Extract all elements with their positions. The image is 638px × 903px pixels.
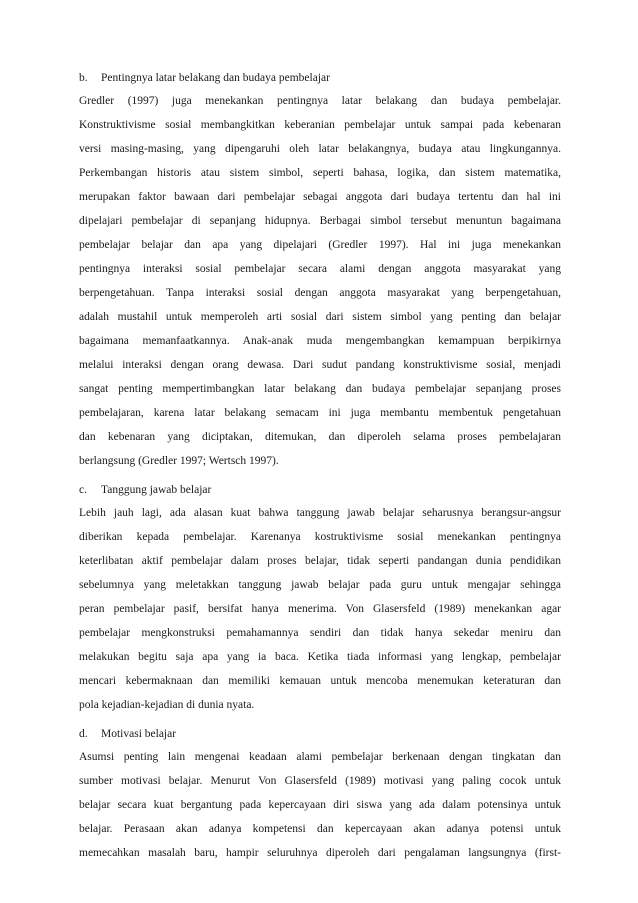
document-page [79,67,561,871]
section-marker: c. [79,484,87,496]
paragraph-line: memecahkan masalah baru, hampir seluruhnya diperoleh dari pengalaman langsungnya (first- [79,847,561,859]
paragraph-line: pentingnya interaksi sosial pembelajar secara alami dengan anggota masyarakat yang [79,263,561,275]
paragraph-line: belajar secara kuat bergantung pada kepercayaan diri siswa yang ada dalam potensinya untuk [79,799,561,811]
paragraph-line: Lebih jauh lagi, ada alasan kuat bahwa tanggung jawab belajar seharusnya berangsur-angsur [79,507,561,519]
section-title: Pentingnya latar belakang dan budaya pembelajar [101,72,330,84]
paragraph-line: merupakan faktor bawaan dari pembelajar sebagai anggota dari budaya tertentu dan hal ini [79,191,561,203]
paragraph-line: dipelajari pembelajar di sepanjang hidupnya. Berbagai simbol tersebut menuntun bagaimana [79,215,561,227]
paragraph-line: Asumsi penting lain mengenai keadaan alami pembelajar berkenaan dengan tingkatan dan [79,751,561,763]
paragraph-line: melakukan begitu saja apa yang ia baca. Ketika tiada informasi yang lengkap, pembelajar [79,651,561,663]
paragraph-line: mencari kebermaknaan dan memiliki kemauan untuk mencoba menemukan keteraturan dan [79,675,561,687]
paragraph-line: sumber motivasi belajar. Menurut Von Glasersfeld (1989) motivasi yang paling cocok untuk [79,775,561,787]
paragraph-line: peran pembelajar pasif, bersifat hanya menerima. Von Glasersfeld (1989) menekankan agar [79,603,561,615]
section-title: Motivasi belajar [101,728,177,740]
paragraph-line: versi masing-masing, yang dipengaruhi oleh latar belakangnya, budaya atau lingkungannya. [79,143,561,155]
paragraph-line: diberikan kepada pembelajar. Karenanya kostruktivisme sosial menekankan pentingnya [79,531,561,543]
paragraph-line: bagaimana memanfaatkannya. Anak-anak muda mengembangkan kemampuan berpikirnya [79,335,561,347]
paragraph-line: adalah mustahil untuk memperoleh arti sosial dari sistem simbol yang penting dan belajar [79,311,561,323]
section-heading [79,67,561,89]
section-c [79,479,561,717]
section-b [79,67,561,473]
paragraph-line: keterlibatan aktif pembelajar dalam proses belajar, tidak seperti pandangan dunia pendidikan [79,555,561,567]
paragraph-line: sebelumnya yang meletakkan tanggung jawab belajar pada guru untuk mengajar sehingga [79,579,561,591]
paragraph-line: pembelajar mengkonstruksi pemahamannya sendiri dan tidak hanya sekedar meniru dan [79,627,561,639]
section-marker: d. [79,728,88,740]
section-heading [79,723,561,745]
paragraph-line: belajar. Perasaan akan adanya kompetensi dan kepercayaan akan adanya potensi untuk [79,823,561,835]
section-title: Tanggung jawab belajar [101,484,212,496]
paragraph-line: pembelajaran, karena latar belakang semacam ini juga membantu membentuk pengetahuan [79,407,561,419]
paragraph-line: Perkembangan historis atau sistem simbol, seperti bahasa, logika, dan sistem matematika, [79,167,561,179]
section-marker: b. [79,72,88,84]
paragraph-line: Gredler (1997) juga menekankan pentingnya latar belakang dan budaya pembelajar. [79,95,561,107]
paragraph-line: pola kejadian-kejadian di dunia nyata. [79,699,255,711]
paragraph-line: Konstruktivisme sosial membangkitkan keberanian pembelajar untuk sampai pada kebenaran [79,119,561,131]
paragraph-line: berpengetahuan. Tanpa interaksi sosial dengan anggota masyarakat yang berpengetahuan, [79,287,561,299]
section-heading [79,479,561,501]
paragraph-line: pembelajar belajar dan apa yang dipelajari (Gredler 1997). Hal ini juga menekankan [79,239,561,251]
section-d [79,723,561,865]
paragraph-line: melalui interaksi dengan orang dewasa. Dari sudut pandang konstruktivisme sosial, menjadi [79,359,561,371]
paragraph-line: berlangsung (Gredler 1997; Wertsch 1997). [79,455,279,467]
paragraph-line: dan kebenaran yang diciptakan, ditemukan, dan diperoleh selama proses pembelajaran [79,431,561,443]
paragraph-line: sangat penting mempertimbangkan latar belakang dan budaya pembelajar sepanjang proses [79,383,561,395]
